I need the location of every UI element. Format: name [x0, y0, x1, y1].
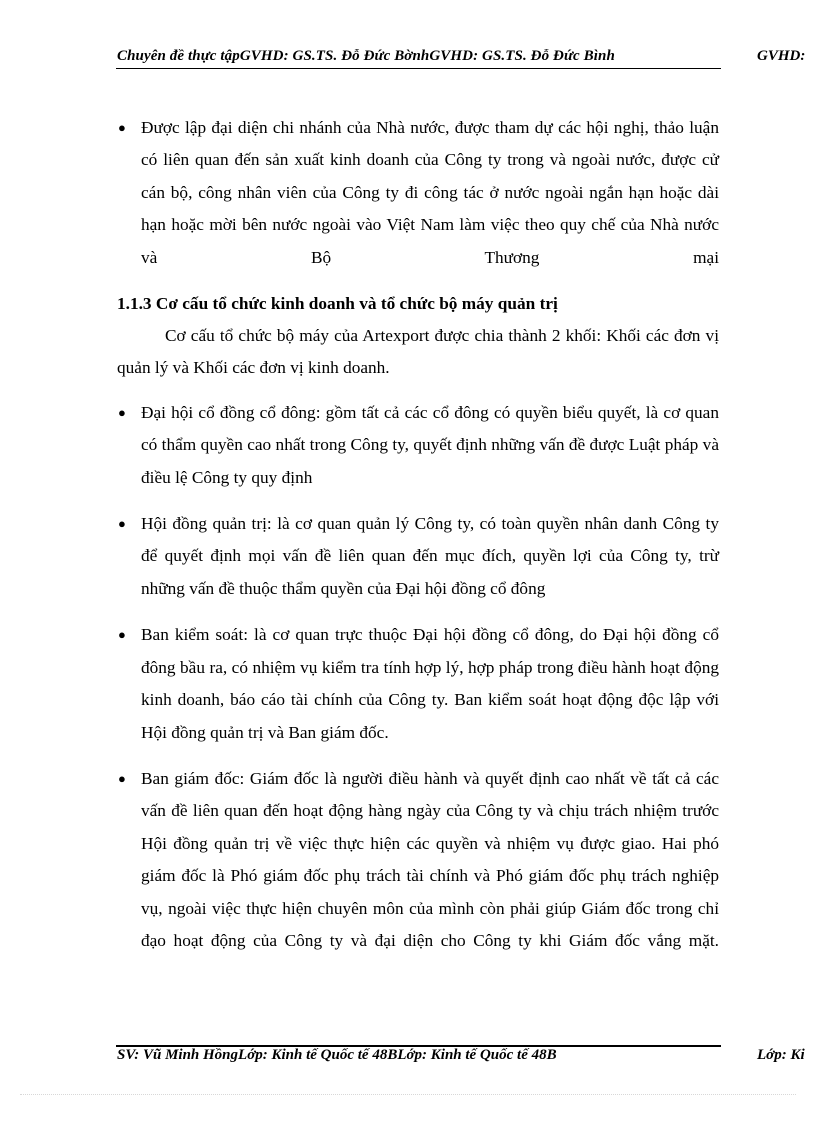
- page-header-right: GVHD:: [757, 48, 806, 64]
- page-header-left: Chuyên đề thực tậpGVHD: GS.TS. Đỗ Đức BờnhGVHD: GS.TS. Đỗ Đức Bình: [117, 48, 615, 64]
- page-footer-right: Lớp: Ki: [757, 1047, 805, 1063]
- bullet-item: [117, 397, 719, 494]
- bullet-text: Được lập đại diện chi nhánh của Nhà nước, được tham dự các hội nghị, thảo luận có liên quan đến sản xuất kinh doanh của Công ty trong và ngoài nước, được cử cán bộ, công nhân viên của Công ty đi công tác ở nước ngoài ngắn hạn hoặc dài hạn hoặc mời bên nước ngoài vào Việt Nam làm việc theo quy chế của Nhà nước và Bộ Thương mại: [141, 118, 719, 267]
- bullet-item: [117, 508, 719, 605]
- bullet-text: Hội đồng quản trị: là cơ quan quản lý Công ty, có toàn quyền nhân danh Công ty để quyết định mọi vấn đề liên quan đến mục đích, quyền lợi của Công ty, trừ những vấn đề thuộc thẩm quyền của Đại hội đồng cổ đông: [141, 514, 719, 598]
- bullet-item: [117, 112, 719, 274]
- bullet-icon: ●: [118, 120, 126, 135]
- bullet-icon: ●: [118, 516, 126, 532]
- bullet-item: [117, 619, 719, 749]
- bullet-icon: ●: [118, 404, 126, 420]
- page-bottom-border: [20, 1094, 796, 1095]
- section-heading: 1.1.3 Cơ cấu tổ chức kinh doanh và tổ chức bộ máy quản trị: [117, 294, 558, 314]
- page-footer-left: SV: Vũ Minh HồngLớp: Kinh tế Quốc tế 48BLớp: Kinh tế Quốc tế 48B: [117, 1047, 557, 1063]
- bullet-item: [117, 763, 719, 957]
- bullet-icon: ●: [118, 770, 126, 786]
- bullet-text: Ban giám đốc: Giám đốc là người điều hành và quyết định cao nhất về tất cả các vấn đề liên quan đến hoạt động hàng ngày của Công ty và chịu trách nhiệm trước Hội đồng quản trị về việc thực hiện các quyền và nhiệm vụ được giao. Hai phó giám đốc là Phó giám đốc phụ trách tài chính và Phó giám đốc phụ trách nghiệp vụ, ngoài việc thực hiện chuyên môn của mình còn phải giúp Giám đốc trong chỉ đạo hoạt động của Công ty và đại diện cho Công ty khi Giám đốc vắng mặt.: [141, 768, 719, 950]
- section-paragraph: Cơ cấu tổ chức bộ máy của Artexport được chia thành 2 khối: Khối các đơn vị quản lý và Khối các đơn vị kinh doanh.: [117, 326, 719, 378]
- bullet-text: Đại hội cổ đồng cổ đông: gồm tất cả các cổ đông có quyền biểu quyết, là cơ quan có thẩm quyền cao nhất trong Công ty, quyết định những vấn đề được Luật pháp và điều lệ Công ty quy định: [141, 402, 719, 487]
- bullet-text: Ban kiểm soát: là cơ quan trực thuộc Đại hội đồng cổ đông, do Đại hội đồng cổ đông bầu ra, có nhiệm vụ kiểm tra tính hợp lý, hợp pháp trong điều hành hoạt động kinh doanh, báo cáo tài chính của Công ty. Ban kiểm soát hoạt động độc lập với Hội đồng quản trị và Ban giám đốc.: [141, 625, 719, 742]
- bullet-icon: ●: [118, 627, 126, 643]
- document-body: [117, 112, 719, 971]
- header-divider: [116, 68, 721, 69]
